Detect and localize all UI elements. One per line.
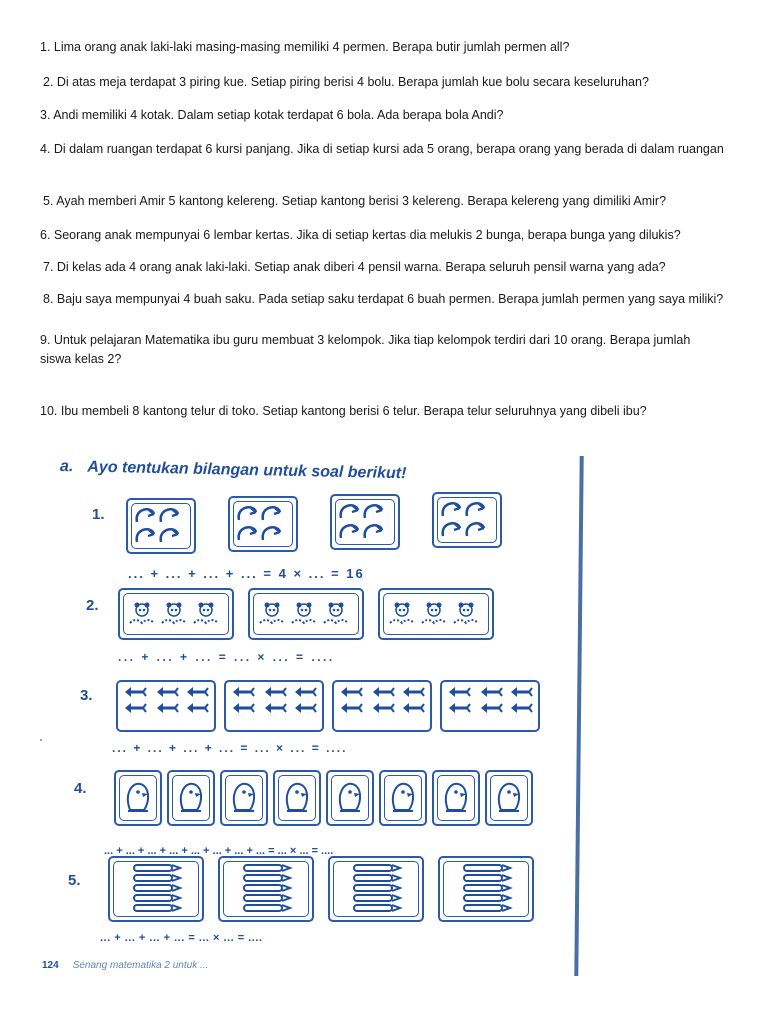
item-2-number: 2. xyxy=(86,597,99,614)
pencil-icon xyxy=(218,856,314,922)
question-5: 5. Ayah memberi Amir 5 kantong kelereng. Setiap kantong berisi 3 kelereng. Berapa kelereng yang dimiliki Amir? xyxy=(43,194,667,208)
question-7: 7. Di kelas ada 4 orang anak laki-laki. Setiap anak diberi 4 pensil warna. Berapa seluruh pensil warna yang ada? xyxy=(43,260,666,274)
item-3-number: 3. xyxy=(80,687,93,704)
question-10: 10. Ibu membeli 8 kantong telur di toko. Setiap kantong berisi 6 telur. Berapa telur seluruhnya yang dibeli ibu? xyxy=(40,404,647,418)
bird-icon xyxy=(485,770,533,826)
page-edge xyxy=(574,456,583,976)
page-footer xyxy=(42,960,208,971)
footer-text: Senang matematika 2 untuk ... xyxy=(72,960,209,971)
arrow-icon xyxy=(440,680,540,732)
item-3-equation: ... + ... + ... + ... = ... × ... = .... xyxy=(112,741,348,755)
bird-icon xyxy=(273,770,321,826)
bird-icon xyxy=(326,770,374,826)
item-4-equation: ... + ... + ... + ... + ... + ... + ... + ... = ... × ... = .... xyxy=(104,845,334,857)
title-text: Ayo tentukan bilangan untuk soal berikut! xyxy=(87,458,407,483)
panda-icon xyxy=(118,588,234,640)
arrow-icon xyxy=(116,680,216,732)
question-4: 4. Di dalam ruangan terdapat 6 kursi panjang. Jika di setiap kursi ada 5 orang, berapa orang yang berada di dalam ruangan xyxy=(40,142,724,156)
question-1: 1. Lima orang anak laki-laki masing-masing memiliki 4 permen. Berapa butir jumlah permen all? xyxy=(40,40,570,54)
bird-icon xyxy=(432,770,480,826)
section-letter: a. xyxy=(59,458,74,476)
swirl-fish-icon xyxy=(330,494,400,550)
question-6: 6. Seorang anak mempunyai 6 lembar kertas. Jika di setiap kertas dia melukis 2 bunga, berapa bunga yang dilukis? xyxy=(40,228,681,242)
pencil-icon xyxy=(328,856,424,922)
item-4-number: 4. xyxy=(74,780,87,797)
arrow-icon xyxy=(224,680,324,732)
bird-icon xyxy=(220,770,268,826)
item-2-equation: ... + ... + ... = ... × ... = .... xyxy=(118,650,335,664)
pencil-icon xyxy=(108,856,204,922)
panda-icon xyxy=(248,588,364,640)
worksheet-scan xyxy=(40,454,585,1024)
question-3: 3. Andi memiliki 4 kotak. Dalam setiap kotak terdapat 6 bola. Ada berapa bola Andi? xyxy=(40,108,504,122)
panda-icon xyxy=(378,588,494,640)
item-5-number: 5. xyxy=(68,872,81,889)
bird-icon xyxy=(114,770,162,826)
question-8: 8. Baju saya mempunyai 4 buah saku. Pada setiap saku terdapat 6 buah permen. Berapa jumlah permen yang saya miliki? xyxy=(43,292,724,306)
bird-icon xyxy=(379,770,427,826)
question-9: 9. Untuk pelajaran Matematika ibu guru membuat 3 kelompok. Jika tiap kelompok terdiri dari 10 orang. Berapa jumlah siswa kelas 2? xyxy=(40,333,691,366)
item-1-number: 1. xyxy=(92,506,105,523)
swirl-fish-icon xyxy=(432,492,502,548)
scan-speck xyxy=(40,739,42,741)
item-5-equation: ... + ... + ... + ... = ... × ... = .... xyxy=(100,932,263,944)
worksheet-title xyxy=(60,458,407,483)
item-1-equation: ... + ... + ... + ... = 4 × ... = 16 xyxy=(128,566,365,581)
arrow-icon xyxy=(332,680,432,732)
question-2: 2. Di atas meja terdapat 3 piring kue. Setiap piring berisi 4 bolu. Berapa jumlah kue bolu secara keseluruhan? xyxy=(43,75,649,89)
bird-icon xyxy=(167,770,215,826)
pencil-icon xyxy=(438,856,534,922)
swirl-fish-icon xyxy=(126,498,196,554)
page-number: 124 xyxy=(42,960,59,971)
swirl-fish-icon xyxy=(228,496,298,552)
